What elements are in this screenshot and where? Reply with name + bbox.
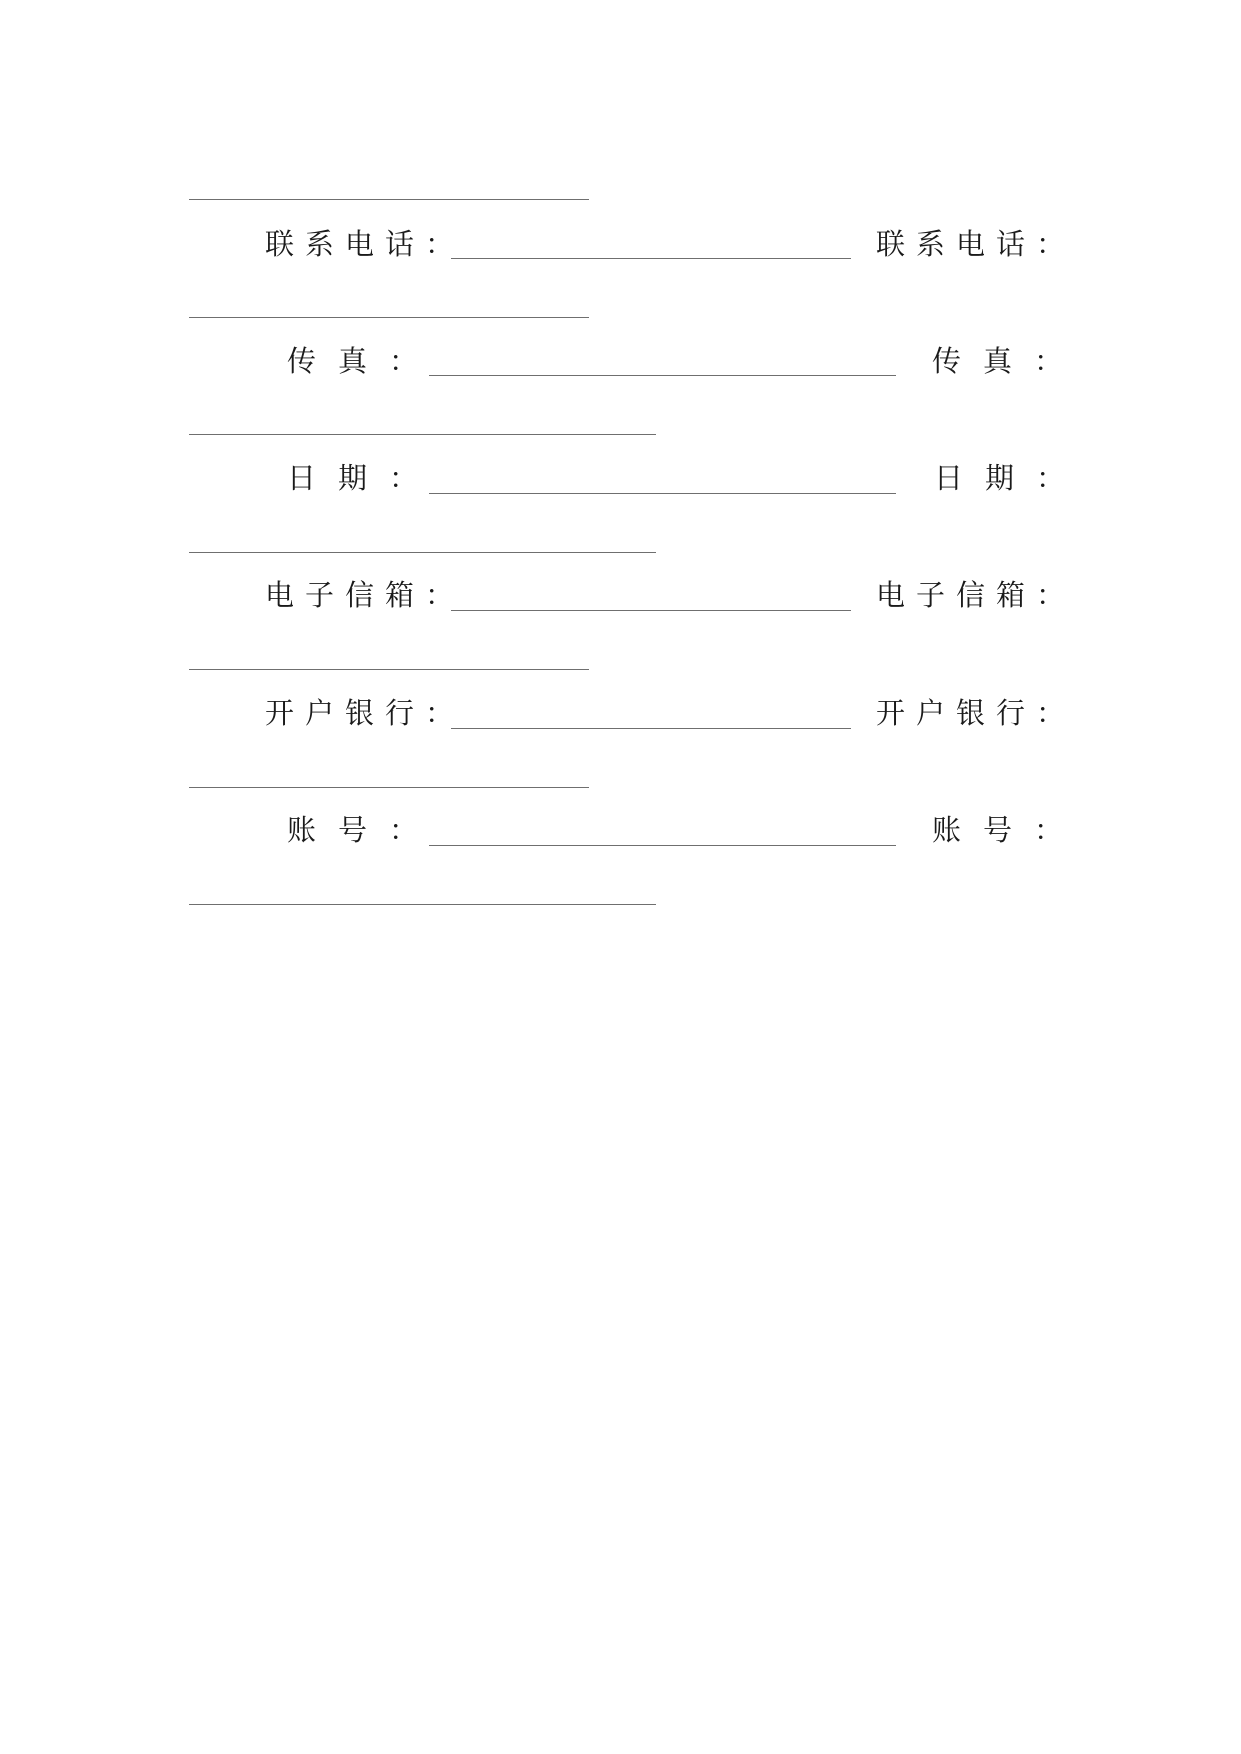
party-a-fax-blank[interactable] <box>429 375 896 376</box>
party-b-phone-label: 联系电话： <box>876 227 1077 261</box>
party-b-account-label: 账号： <box>932 813 1086 847</box>
party-a-date-label: 日期： <box>287 461 441 495</box>
party-b-email-label: 电子信箱： <box>876 578 1077 612</box>
party-b-account-blank[interactable] <box>189 904 656 905</box>
party-a-account-blank[interactable] <box>429 845 896 846</box>
party-b-phone-blank[interactable] <box>189 317 589 318</box>
party-b-bank-label: 开户银行： <box>876 696 1077 730</box>
party-a-fax-label: 传真： <box>287 344 441 378</box>
party-b-email-blank[interactable] <box>189 669 589 670</box>
party-b-date-blank[interactable] <box>189 552 656 553</box>
party-b-fax-label: 传真： <box>932 344 1086 378</box>
party-a-bank-label: 开户银行： <box>265 696 466 730</box>
party-b-fax-blank[interactable] <box>189 434 656 435</box>
party-a-email-label: 电子信箱： <box>265 578 466 612</box>
blank-line-trailing <box>189 199 589 200</box>
party-a-bank-blank[interactable] <box>451 728 851 729</box>
party-b-date-label: 日期： <box>934 461 1088 495</box>
party-a-date-blank[interactable] <box>429 493 896 494</box>
party-a-email-blank[interactable] <box>451 610 851 611</box>
party-a-account-label: 账号： <box>287 813 441 847</box>
party-b-bank-blank[interactable] <box>189 787 589 788</box>
party-a-phone-label: 联系电话： <box>265 227 466 261</box>
party-a-phone-blank[interactable] <box>451 258 851 259</box>
